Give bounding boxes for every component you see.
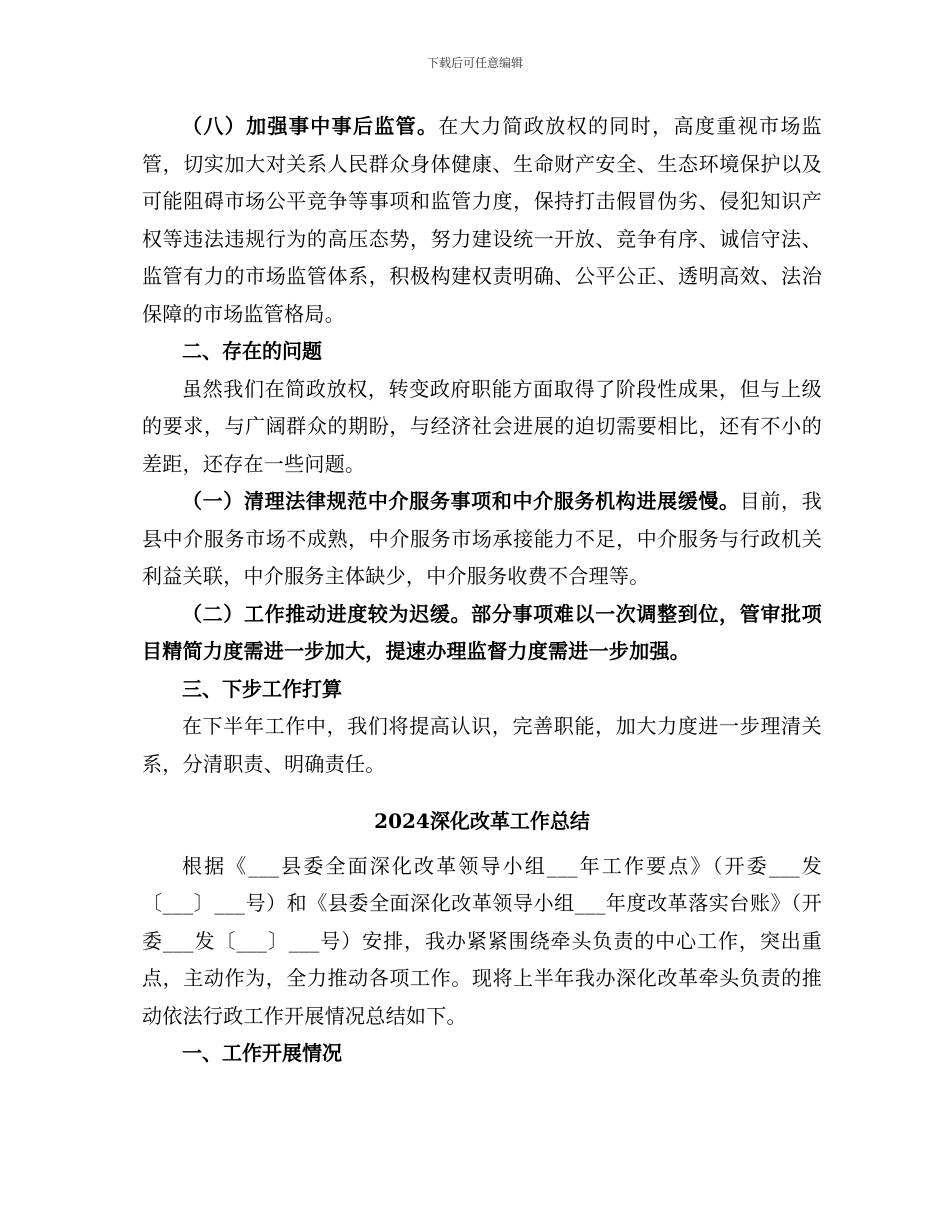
paragraph-lead: （一）清理法律规范中介服务事项和中介服务机构进展缓慢。 bbox=[182, 489, 740, 513]
paragraph-intro: 根据《___县委全面深化改革领导小组___年工作要点》（开委___发〔___〕___号）和《县委全面深化改革领导小组___年度改革落实台账》（开委___发〔___〕___号）安排，我办紧紧围绕牵头负责的中心工作，突出重点，主动作为，全力推动各项工作。现将上半年我办深化改革牵头负责的推动依法行政工作开展情况总结如下。 bbox=[142, 853, 822, 1028]
page-header: 下载后可任意编辑 bbox=[426, 56, 523, 70]
paragraph-text: 目前，我县中介服务市场不成熟，中介服务市场承接能力不足，中介服务与行政机关利益关联，中介服务主体缺少，中介服务收费不合理等。 bbox=[142, 489, 822, 588]
paragraph-next-steps: 在下半年工作中，我们将提高认识，完善职能，加大力度进一步理清关系，分清职责、明确责任。 bbox=[142, 714, 822, 776]
document-body bbox=[142, 108, 822, 1073]
paragraph-problem-1 bbox=[142, 483, 822, 596]
section-heading-work: 一、工作开展情况 bbox=[182, 1041, 342, 1065]
paragraph-problems-intro: 虽然我们在简政放权，转变政府职能方面取得了阶段性成果，但与上级的要求，与广阔群众的期盼，与经济社会进展的迫切需要相比，还有不小的差距，还存在一些问题。 bbox=[142, 376, 822, 476]
document-title: 2024深化改革工作总结 bbox=[374, 809, 590, 833]
paragraph-lead: （二）工作推动进度较为迟缓。部分事项难以一次调整到位，管审批项目精简力度需进一步加大，提速办理监督力度需进一步加强。 bbox=[142, 601, 822, 663]
section-heading-next-steps: 三、下步工作打算 bbox=[182, 676, 342, 701]
section-heading-problems: 二、存在的问题 bbox=[182, 339, 322, 363]
paragraph-supervision bbox=[142, 108, 822, 333]
paragraph-lead: （八）加强事中事后监管。 bbox=[182, 114, 439, 138]
paragraph-text: 在大力简政放权的同时，高度重视市场监管，切实加大对关系人民群众身体健康、生命财产安全、生态环境保护以及可能阻碍市场公平竞争等事项和监管力度，保持打击假冒伪劣、侵犯知识产权等违法违规行为的高压态势，努力建设统一开放、竞争有序、诚信守法、监管有力的市场监管体系，积极构建权责明确、公平公正、透明高效、法治保障的市场监管格局。 bbox=[142, 114, 822, 326]
paragraph-problem-2 bbox=[142, 596, 822, 671]
